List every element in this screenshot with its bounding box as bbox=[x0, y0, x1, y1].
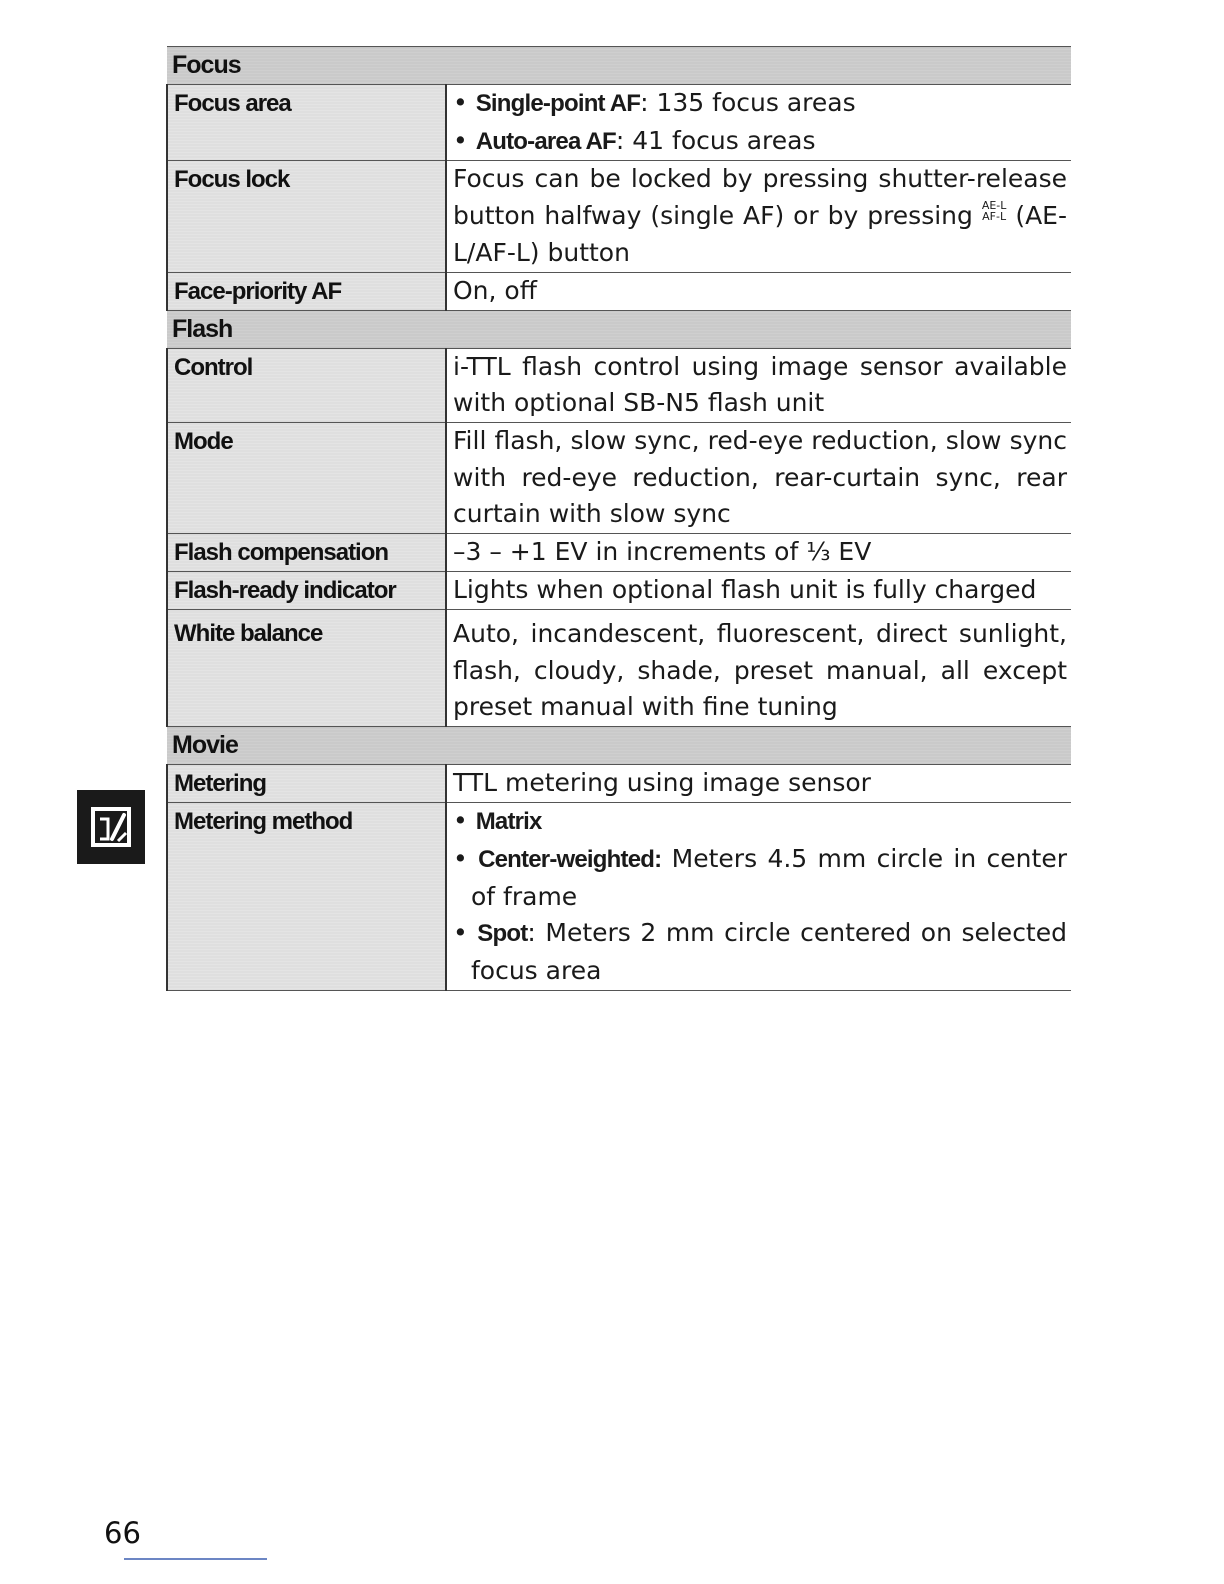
list-item: • Center-weighted: Meters 4.5 mm circle in center of frame bbox=[453, 843, 1067, 911]
row-focus-lock bbox=[167, 161, 1071, 272]
label-focus-area: Focus area bbox=[167, 85, 446, 161]
row-white-balance bbox=[167, 610, 1071, 727]
row-flash-control bbox=[167, 348, 1071, 422]
label-control: Control bbox=[167, 348, 446, 422]
page-number: 66 bbox=[104, 1516, 141, 1550]
section-movie bbox=[167, 727, 1071, 765]
value-control: i-TTL flash control using image sensor available with optional SB-N5 flash unit bbox=[446, 348, 1071, 422]
row-metering bbox=[167, 765, 1071, 803]
row-flash-mode bbox=[167, 422, 1071, 533]
value-focus-area bbox=[446, 85, 1071, 161]
value-mode: Fill flash, slow sync, red-eye reduction, slow sync with red-eye reduction, rear-curtain sync, rear curtain with slow sync bbox=[446, 422, 1071, 533]
value-metering-method bbox=[446, 803, 1071, 991]
label-white-balance: White balance bbox=[167, 610, 446, 727]
ae-l-af-l-button-icon: AE-L AF-L bbox=[981, 199, 1007, 224]
wrench-note-icon bbox=[88, 803, 134, 851]
label-metering-method: Metering method bbox=[167, 803, 446, 991]
label-flash-compensation: Flash compensation bbox=[167, 534, 446, 572]
row-face-priority-af bbox=[167, 272, 1071, 310]
value-face-priority-af: On, off bbox=[446, 272, 1071, 310]
label-face-priority-af: Face-priority AF bbox=[167, 272, 446, 310]
section-focus bbox=[167, 47, 1071, 85]
label-flash-ready-indicator: Flash-ready indicator bbox=[167, 572, 446, 610]
section-title-focus: Focus bbox=[167, 47, 1071, 85]
section-title-flash: Flash bbox=[167, 310, 1071, 348]
footer-rule bbox=[124, 1558, 267, 1560]
section-flash bbox=[167, 310, 1071, 348]
label-metering: Metering bbox=[167, 765, 446, 803]
value-metering: TTL metering using image sensor bbox=[446, 765, 1071, 803]
list-item: • Single-point AF: 135 focus areas bbox=[453, 88, 856, 117]
section-title-movie: Movie bbox=[167, 727, 1071, 765]
list-item: • Auto-area AF: 41 focus areas bbox=[453, 125, 816, 155]
value-flash-compensation: –3 – +1 EV in increments of ⅓ EV bbox=[446, 534, 1071, 572]
row-metering-method bbox=[167, 803, 1071, 991]
list-item: • Spot: Meters 2 mm circle centered on selected focus area bbox=[453, 918, 1067, 985]
technical-notes-tab-icon bbox=[77, 790, 145, 864]
specifications-table bbox=[166, 46, 1071, 991]
value-white-balance: Auto, incandescent, fluorescent, direct sunlight, flash, cloudy, shade, preset manual, all except preset manual with fine tuning bbox=[446, 610, 1071, 727]
value-focus-lock: Focus can be locked by pressing shutter-release button halfway (single AF) or by pressing AE-L AF-L (AE-L/AF-L) button bbox=[446, 161, 1071, 272]
label-focus-lock: Focus lock bbox=[167, 161, 446, 272]
row-flash-ready-indicator bbox=[167, 572, 1071, 610]
value-flash-ready-indicator: Lights when optional flash unit is fully charged bbox=[446, 572, 1071, 610]
label-mode: Mode bbox=[167, 422, 446, 533]
list-item: • Matrix bbox=[453, 806, 542, 836]
row-flash-compensation bbox=[167, 534, 1071, 572]
row-focus-area bbox=[167, 85, 1071, 161]
